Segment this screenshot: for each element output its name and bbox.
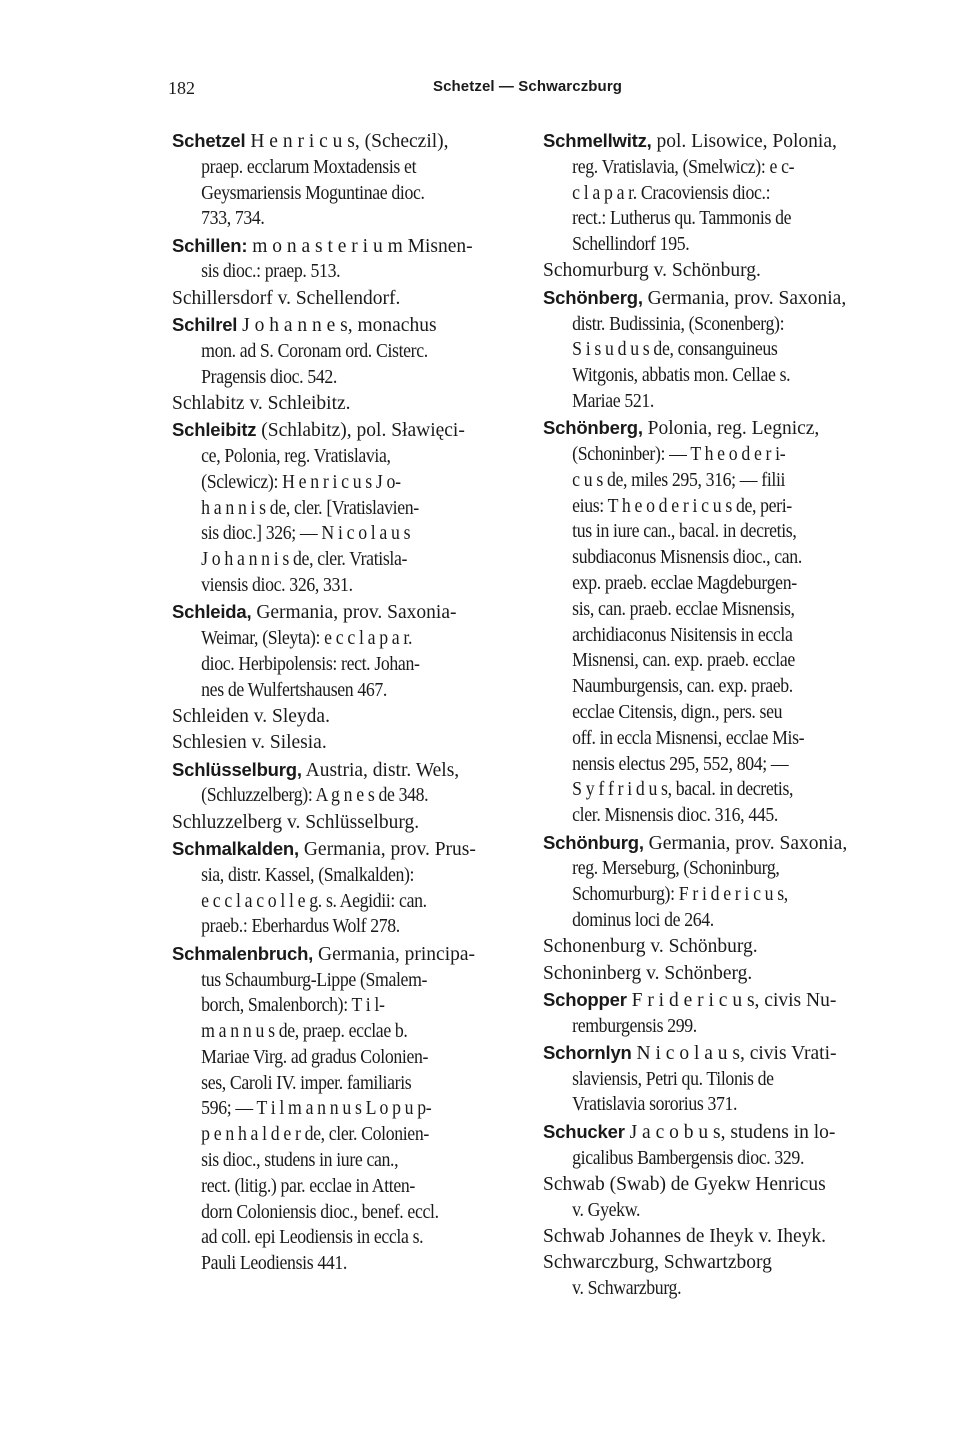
entry-text: borch, Smalenborch): T i l-	[201, 995, 385, 1017]
dictionary-entry	[172, 286, 532, 312]
dictionary-entry	[172, 757, 532, 810]
entry-text: Germania, prov. Saxonia-	[256, 602, 457, 624]
entry-continuation-line	[172, 626, 500, 652]
entry-first-line	[172, 599, 532, 626]
entry-text: archidiaconus Nisitensis in eccla	[572, 624, 793, 646]
entry-first-line	[172, 417, 532, 444]
entry-continuation-line	[172, 181, 500, 207]
entry-continuation-line	[172, 1122, 500, 1148]
entry-continuation-line	[172, 1071, 500, 1097]
entry-text: dioc. Herbipolensis: rect. Johan-	[201, 653, 420, 675]
entry-continuation-line	[543, 389, 869, 415]
entry-text: slaviensis, Petri qu. Tilonis de	[572, 1068, 774, 1090]
entry-headword: Schmellwitz,	[543, 130, 652, 151]
entry-continuation-line	[172, 1096, 500, 1122]
entry-continuation-line	[172, 652, 500, 678]
dictionary-entry	[543, 934, 901, 960]
entry-continuation-line	[172, 914, 500, 940]
entry-continuation-line	[172, 547, 500, 573]
entry-text: dorn Coloniensis dioc., benef. eccl.	[201, 1201, 439, 1223]
entry-continuation-line	[172, 1225, 500, 1251]
entry-first-line	[172, 941, 532, 968]
entry-first-line	[172, 730, 532, 756]
entry-text: gicalibus Bambergensis dioc. 329.	[572, 1147, 805, 1169]
entry-continuation-line	[172, 365, 500, 391]
right-column	[543, 128, 901, 1302]
page-header	[0, 78, 960, 108]
entry-text: Schluzzelberg v. Schlüsselburg.	[172, 811, 420, 833]
entry-text: rect. (litig.) par. ecclae in Atten-	[201, 1175, 415, 1197]
entry-text: J o h a n n e s, monachus	[242, 315, 437, 337]
running-head: Schetzel — Schwarczburg	[433, 78, 623, 95]
entry-text: sia, distr. Kassel, (Smalkalden):	[201, 864, 415, 886]
entry-first-line	[543, 285, 901, 312]
entry-text: c u s de, miles 295, 316; — filii	[572, 469, 786, 491]
entry-text: tus Schaumburg-Lippe (Smalem-	[201, 969, 428, 991]
entry-continuation-line	[172, 1174, 500, 1200]
entry-text: (Sclewicz): H e n r i c u s J o-	[201, 471, 401, 493]
entry-continuation-line	[543, 206, 869, 232]
entry-text: c l a p a r. Cracoviensis dioc.:	[572, 182, 771, 204]
entry-headword: Schmalenbruch,	[172, 942, 314, 964]
entry-text: S y f f r i d u s, bacal. in decretis,	[572, 779, 794, 801]
entry-text: (Schlabitz), pol. Sławięci-	[261, 420, 465, 442]
entry-text: 733, 734.	[201, 208, 265, 230]
entry-text: Witgonis, abbatis mon. Cellae s.	[572, 365, 791, 387]
entry-headword: Schleida,	[172, 601, 252, 623]
entry-text: Schonenburg v. Schönburg.	[543, 936, 758, 958]
entry-first-line	[543, 1119, 901, 1146]
entry-continuation-line	[543, 674, 869, 700]
entry-text: v. Gyekw.	[572, 1199, 641, 1221]
dictionary-entry	[543, 1250, 901, 1302]
entry-text: N i c o l a u s, civis Vrati-	[636, 1042, 837, 1064]
entry-first-line	[172, 312, 532, 339]
entry-first-line	[172, 810, 532, 836]
entry-text: tus in iure can., bacal. in decretis,	[572, 521, 797, 543]
entry-headword: Schleibitz	[172, 419, 257, 441]
entry-text: p e n h a l d e r de, cler. Colonien-	[201, 1124, 429, 1146]
entry-continuation-line	[172, 339, 500, 365]
entry-text: off. in eccla Misnensi, ecclae Mis-	[572, 727, 805, 749]
entry-text: nes de Wulfertshausen 467.	[201, 679, 387, 701]
entry-continuation-line	[543, 545, 869, 571]
entry-text: Schomurburg v. Schönburg.	[543, 260, 761, 282]
entry-first-line	[172, 704, 532, 730]
entry-first-line	[172, 233, 532, 260]
entry-text: e c c l a c o l l e g. s. Aegidii: can.	[201, 890, 427, 912]
entry-text: Geysmariensis Moguntinae dioc.	[201, 182, 425, 204]
dictionary-entry	[543, 961, 901, 987]
entry-first-line	[543, 1040, 901, 1067]
entry-continuation-line	[172, 470, 500, 496]
entry-continuation-line	[543, 519, 869, 545]
entry-continuation-line	[543, 1014, 869, 1040]
entry-first-line	[543, 258, 901, 284]
entry-text: viensis dioc. 326, 331.	[201, 575, 353, 597]
entry-headword: Schucker	[543, 1120, 625, 1142]
entry-first-line	[172, 391, 532, 417]
dictionary-entry	[172, 391, 532, 417]
entry-text: Polonia, reg. Legnicz,	[647, 418, 820, 440]
entry-first-line	[543, 961, 901, 987]
entry-continuation-line	[172, 1251, 500, 1277]
entry-text: S i s u d u s de, consanguineus	[572, 339, 778, 361]
dictionary-entry	[543, 285, 901, 415]
dictionary-entry	[172, 836, 532, 940]
dictionary-entry	[543, 415, 901, 829]
entry-first-line	[543, 934, 901, 960]
dictionary-entry	[172, 233, 532, 286]
entry-text: Schoninberg v. Schönberg.	[543, 962, 753, 984]
entry-text: Schwarczburg, Schwartzborg	[543, 1252, 772, 1274]
entry-headword: Schmalkalden,	[172, 838, 299, 860]
entry-headword: Schönberg,	[543, 286, 643, 308]
entry-continuation-line	[543, 155, 869, 181]
entry-text: remburgensis 299.	[572, 1015, 697, 1037]
entry-continuation-line	[543, 1146, 869, 1172]
entry-first-line	[172, 286, 532, 312]
entry-continuation-line	[543, 442, 869, 468]
entry-text: Germania, prov. Saxonia,	[648, 832, 848, 854]
entry-text: eius: T h e o d e r i c u s de, peri-	[572, 495, 792, 517]
entry-text: subdiaconus Misnensis dioc., can.	[572, 547, 802, 569]
entry-text: ce, Polonia, reg. Vratislavia,	[201, 446, 391, 468]
entry-continuation-line	[543, 363, 869, 389]
entry-text: ses, Caroli IV. imper. familiaris	[201, 1072, 412, 1094]
entry-continuation-line	[543, 908, 869, 934]
entry-first-line	[172, 128, 532, 155]
entry-text: Schillersdorf v. Schellendorf.	[172, 287, 401, 309]
entry-text: Naumburgensis, can. exp. praeb.	[572, 676, 793, 698]
entry-text: Germania, principa-	[318, 943, 476, 965]
dictionary-entry	[172, 599, 532, 703]
entry-text: H e n r i c u s, (Scheczil),	[250, 131, 449, 152]
entry-text: Pragensis dioc. 542.	[201, 366, 337, 388]
entry-continuation-line	[543, 882, 869, 908]
entry-continuation-line	[543, 752, 869, 778]
entry-text: m a n n u s de, praep. ecclae b.	[201, 1021, 408, 1043]
entry-text: mon. ad S. Coronam ord. Cisterc.	[201, 340, 428, 362]
entry-text: Schwab (Swab) de Gyekw Henricus	[543, 1173, 826, 1195]
entry-text: distr. Budissinia, (Sconenberg):	[572, 313, 785, 335]
entry-text: reg. Merseburg, (Schoninburg,	[572, 858, 780, 880]
entry-continuation-line	[172, 993, 500, 1019]
entry-continuation-line	[172, 155, 500, 181]
entry-continuation-line	[543, 597, 869, 623]
entry-text: praep. ecclarum Moxtadensis et	[201, 156, 417, 178]
entry-continuation-line	[172, 444, 500, 470]
entry-continuation-line	[172, 573, 500, 599]
entry-text: reg. Vratislavia, (Smelwicz): e c-	[572, 156, 795, 178]
entry-text: pol. Lisowice, Polonia,	[656, 131, 837, 152]
entry-text: F r i d e r i c u s, civis Nu-	[631, 989, 837, 1011]
entry-first-line	[172, 836, 532, 863]
entry-text: Mariae 521.	[572, 390, 654, 412]
entry-continuation-line	[543, 700, 869, 726]
entry-continuation-line	[543, 623, 869, 649]
entry-text: sis dioc.] 326; — N i c o l a u s	[201, 523, 411, 545]
entry-text: m o n a s t e r i u m Misnen-	[252, 235, 473, 257]
entry-continuation-line	[172, 1019, 500, 1045]
entry-continuation-line	[543, 777, 869, 803]
entry-first-line	[543, 830, 901, 857]
entry-text: Misnensi, can. exp. praeb. ecclae	[572, 650, 795, 672]
entry-text: nensis electus 295, 552, 804; —	[572, 753, 789, 775]
entry-continuation-line	[172, 783, 500, 809]
entry-continuation-line	[172, 521, 500, 547]
page-number: 182	[168, 78, 195, 98]
entry-text: J o h a n n i s de, cler. Vratisla-	[201, 549, 408, 571]
entry-headword: Schilrel	[172, 314, 238, 336]
entry-continuation-line	[543, 571, 869, 597]
dictionary-entry	[543, 128, 901, 258]
entry-continuation-line	[543, 856, 869, 882]
entry-headword: Schönberg,	[543, 417, 643, 439]
entry-text: Schwab Johannes de Iheyk v. Iheyk.	[543, 1225, 827, 1247]
entry-text: ecclae Citensis, dign., pers. seu	[572, 702, 783, 724]
entry-continuation-line	[543, 181, 869, 207]
entry-text: Schlabitz v. Schleibitz.	[172, 392, 351, 414]
entry-text: sis dioc., studens in iure can.,	[201, 1150, 399, 1172]
entry-continuation-line	[543, 337, 869, 363]
entry-text: 596; — T i l m a n n u s L o p u p-	[201, 1098, 432, 1120]
entry-text: J a c o b u s, studens in lo-	[629, 1121, 836, 1143]
entry-text: Austria, distr. Wels,	[305, 759, 460, 781]
entry-headword: Schornlyn	[543, 1041, 632, 1063]
entry-headword: Schlüsselburg,	[172, 758, 302, 780]
entry-continuation-line	[543, 468, 869, 494]
entry-first-line	[543, 1250, 901, 1276]
dictionary-entry	[543, 1040, 901, 1118]
dictionary-entry	[172, 810, 532, 836]
dictionary-entry	[172, 704, 532, 730]
dictionary-entry	[543, 1172, 901, 1224]
dictionary-entry	[172, 941, 532, 1277]
entry-continuation-line	[543, 494, 869, 520]
dictionary-entry	[172, 417, 532, 599]
entry-first-line	[543, 1224, 901, 1250]
entry-text: rect.: Lutherus qu. Tammonis de	[572, 208, 792, 230]
entry-text: v. Schwarzburg.	[572, 1278, 682, 1300]
entry-text: Vratislavia sororius 371.	[572, 1094, 738, 1116]
entry-headword: Schönburg,	[543, 831, 644, 853]
entry-first-line	[543, 987, 901, 1014]
dictionary-entry	[543, 1224, 901, 1250]
entry-text: sis, can. praeb. ecclae Misnensis,	[572, 598, 795, 620]
entry-continuation-line	[172, 678, 500, 704]
entry-continuation-line	[543, 1198, 869, 1224]
entry-text: Mariae Virg. ad gradus Colonien-	[201, 1046, 429, 1068]
entry-text: Weimar, (Sleyta): e c c l a p a r.	[201, 628, 413, 650]
entry-continuation-line	[543, 1067, 869, 1093]
entry-headword: Schetzel	[172, 130, 246, 151]
entry-text: dominus loci de 264.	[572, 909, 714, 931]
entry-text: h a n n i s de, cler. [Vratislavien-	[201, 497, 419, 519]
entry-text: Schleiden v. Sleyda.	[172, 706, 330, 728]
entry-continuation-line	[172, 206, 500, 232]
dictionary-entry	[543, 830, 901, 934]
entry-continuation-line	[543, 312, 869, 338]
entry-continuation-line	[543, 648, 869, 674]
entry-text: Schellindorf 195.	[572, 234, 690, 256]
entry-text: (Schluzzelberg): A g n e s de 348.	[201, 785, 429, 807]
entry-text: (Schoninber): — T h e o d e r i-	[572, 444, 786, 466]
entry-first-line	[543, 1172, 901, 1198]
entry-first-line	[543, 128, 901, 155]
entry-text: praeb.: Eberhardus Wolf 278.	[201, 916, 400, 938]
entry-continuation-line	[172, 1148, 500, 1174]
left-column	[172, 128, 532, 1278]
entry-first-line	[172, 757, 532, 784]
entry-text: Pauli Leodiensis 441.	[201, 1253, 347, 1275]
dictionary-entry	[172, 730, 532, 756]
entry-text: cler. Misnensis dioc. 316, 445.	[572, 805, 778, 827]
entry-text: Schlesien v. Silesia.	[172, 732, 327, 754]
entry-continuation-line	[543, 1092, 869, 1118]
entry-continuation-line	[172, 259, 500, 285]
entry-continuation-line	[172, 968, 500, 994]
dictionary-entry	[543, 987, 901, 1040]
entry-headword: Schopper	[543, 988, 627, 1010]
entry-continuation-line	[172, 1200, 500, 1226]
entry-text: ad coll. epi Leodiensis in eccla s.	[201, 1227, 424, 1249]
entry-text: sis dioc.: praep. 513.	[201, 261, 341, 283]
dictionary-entry	[543, 1119, 901, 1172]
entry-text: Germania, prov. Saxonia,	[647, 287, 847, 309]
entry-headword: Schillen:	[172, 234, 248, 256]
dictionary-entry	[172, 128, 532, 232]
entry-continuation-line	[172, 496, 500, 522]
dictionary-entry	[172, 312, 532, 390]
entry-text: Schomurburg): F r i d e r i c u s,	[572, 884, 788, 906]
entry-text: Germania, prov. Prus-	[303, 839, 476, 861]
dictionary-entry	[543, 258, 901, 284]
entry-text: exp. praeb. ecclae Magdeburgen-	[572, 573, 797, 595]
entry-first-line	[543, 415, 901, 442]
entry-continuation-line	[172, 863, 500, 889]
entry-continuation-line	[172, 1045, 500, 1071]
entry-continuation-line	[172, 889, 500, 915]
entry-continuation-line	[543, 803, 869, 829]
entry-continuation-line	[543, 1276, 869, 1302]
entry-continuation-line	[543, 726, 869, 752]
entry-continuation-line	[543, 232, 869, 258]
